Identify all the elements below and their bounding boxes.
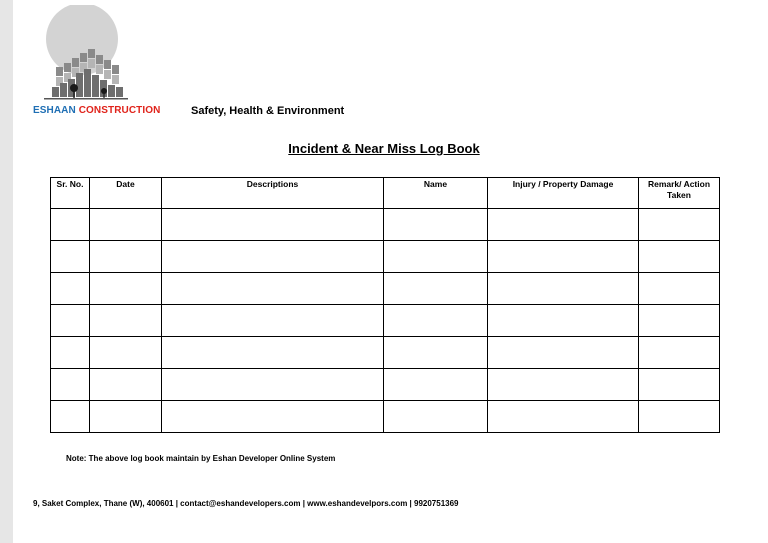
company-name-part1: ESHAAN — [33, 105, 76, 116]
table-cell — [51, 209, 90, 241]
table-row — [51, 241, 720, 273]
table-cell — [639, 337, 720, 369]
table-cell — [51, 401, 90, 433]
column-header-date: Date — [90, 178, 162, 209]
table-cell — [488, 401, 639, 433]
table-row — [51, 369, 720, 401]
table-cell — [639, 241, 720, 273]
table-cell — [90, 401, 162, 433]
table-cell — [162, 209, 384, 241]
table-cell — [51, 241, 90, 273]
table-cell — [51, 369, 90, 401]
company-logo — [34, 5, 138, 105]
table-cell — [488, 209, 639, 241]
column-header-remark-action-taken: Remark/ Action Taken — [639, 178, 720, 209]
table-cell — [488, 305, 639, 337]
table-cell — [384, 401, 488, 433]
table-cell — [162, 273, 384, 305]
table-row — [51, 273, 720, 305]
department-title: Safety, Health & Environment — [191, 105, 345, 117]
table-row — [51, 305, 720, 337]
table-cell — [162, 305, 384, 337]
table-row — [51, 337, 720, 369]
table-cell — [639, 369, 720, 401]
company-name — [33, 105, 160, 116]
table-cell — [51, 273, 90, 305]
table-cell — [384, 273, 488, 305]
table-cell — [90, 273, 162, 305]
incident-log-table — [50, 177, 720, 433]
table-cell — [384, 209, 488, 241]
column-header-sr-no: Sr. No. — [51, 178, 90, 209]
table-cell — [90, 369, 162, 401]
table-cell — [639, 401, 720, 433]
table-cell — [488, 273, 639, 305]
table-cell — [162, 337, 384, 369]
table-cell — [488, 241, 639, 273]
log-book-note: Note: The above log book maintain by Eshan Developer Online System — [66, 454, 336, 463]
page-gutter — [0, 0, 13, 543]
table-row — [51, 401, 720, 433]
page-title: Incident & Near Miss Log Book — [288, 141, 480, 156]
table-cell — [90, 209, 162, 241]
table-cell — [488, 369, 639, 401]
contact-footer: 9, Saket Complex, Thane (W), 400601 | contact@eshandevelopers.com | www.eshandevelpors.com | 9920751369 — [33, 499, 459, 508]
table-cell — [51, 305, 90, 337]
table-cell — [90, 305, 162, 337]
table-cell — [384, 369, 488, 401]
table-row — [51, 209, 720, 241]
table-cell — [384, 241, 488, 273]
column-header-injury-property-damage: Injury / Property Damage — [488, 178, 639, 209]
table-cell — [384, 337, 488, 369]
table-cell — [90, 337, 162, 369]
table-cell — [639, 273, 720, 305]
table-cell — [639, 305, 720, 337]
table-cell — [384, 305, 488, 337]
table-cell — [162, 369, 384, 401]
column-header-descriptions: Descriptions — [162, 178, 384, 209]
table-header-row — [51, 178, 720, 209]
table-cell — [639, 209, 720, 241]
table-cell — [90, 241, 162, 273]
column-header-name: Name — [384, 178, 488, 209]
table-cell — [162, 401, 384, 433]
company-name-part2: CONSTRUCTION — [78, 105, 161, 116]
table-cell — [162, 241, 384, 273]
table-cell — [51, 337, 90, 369]
table-cell — [488, 337, 639, 369]
